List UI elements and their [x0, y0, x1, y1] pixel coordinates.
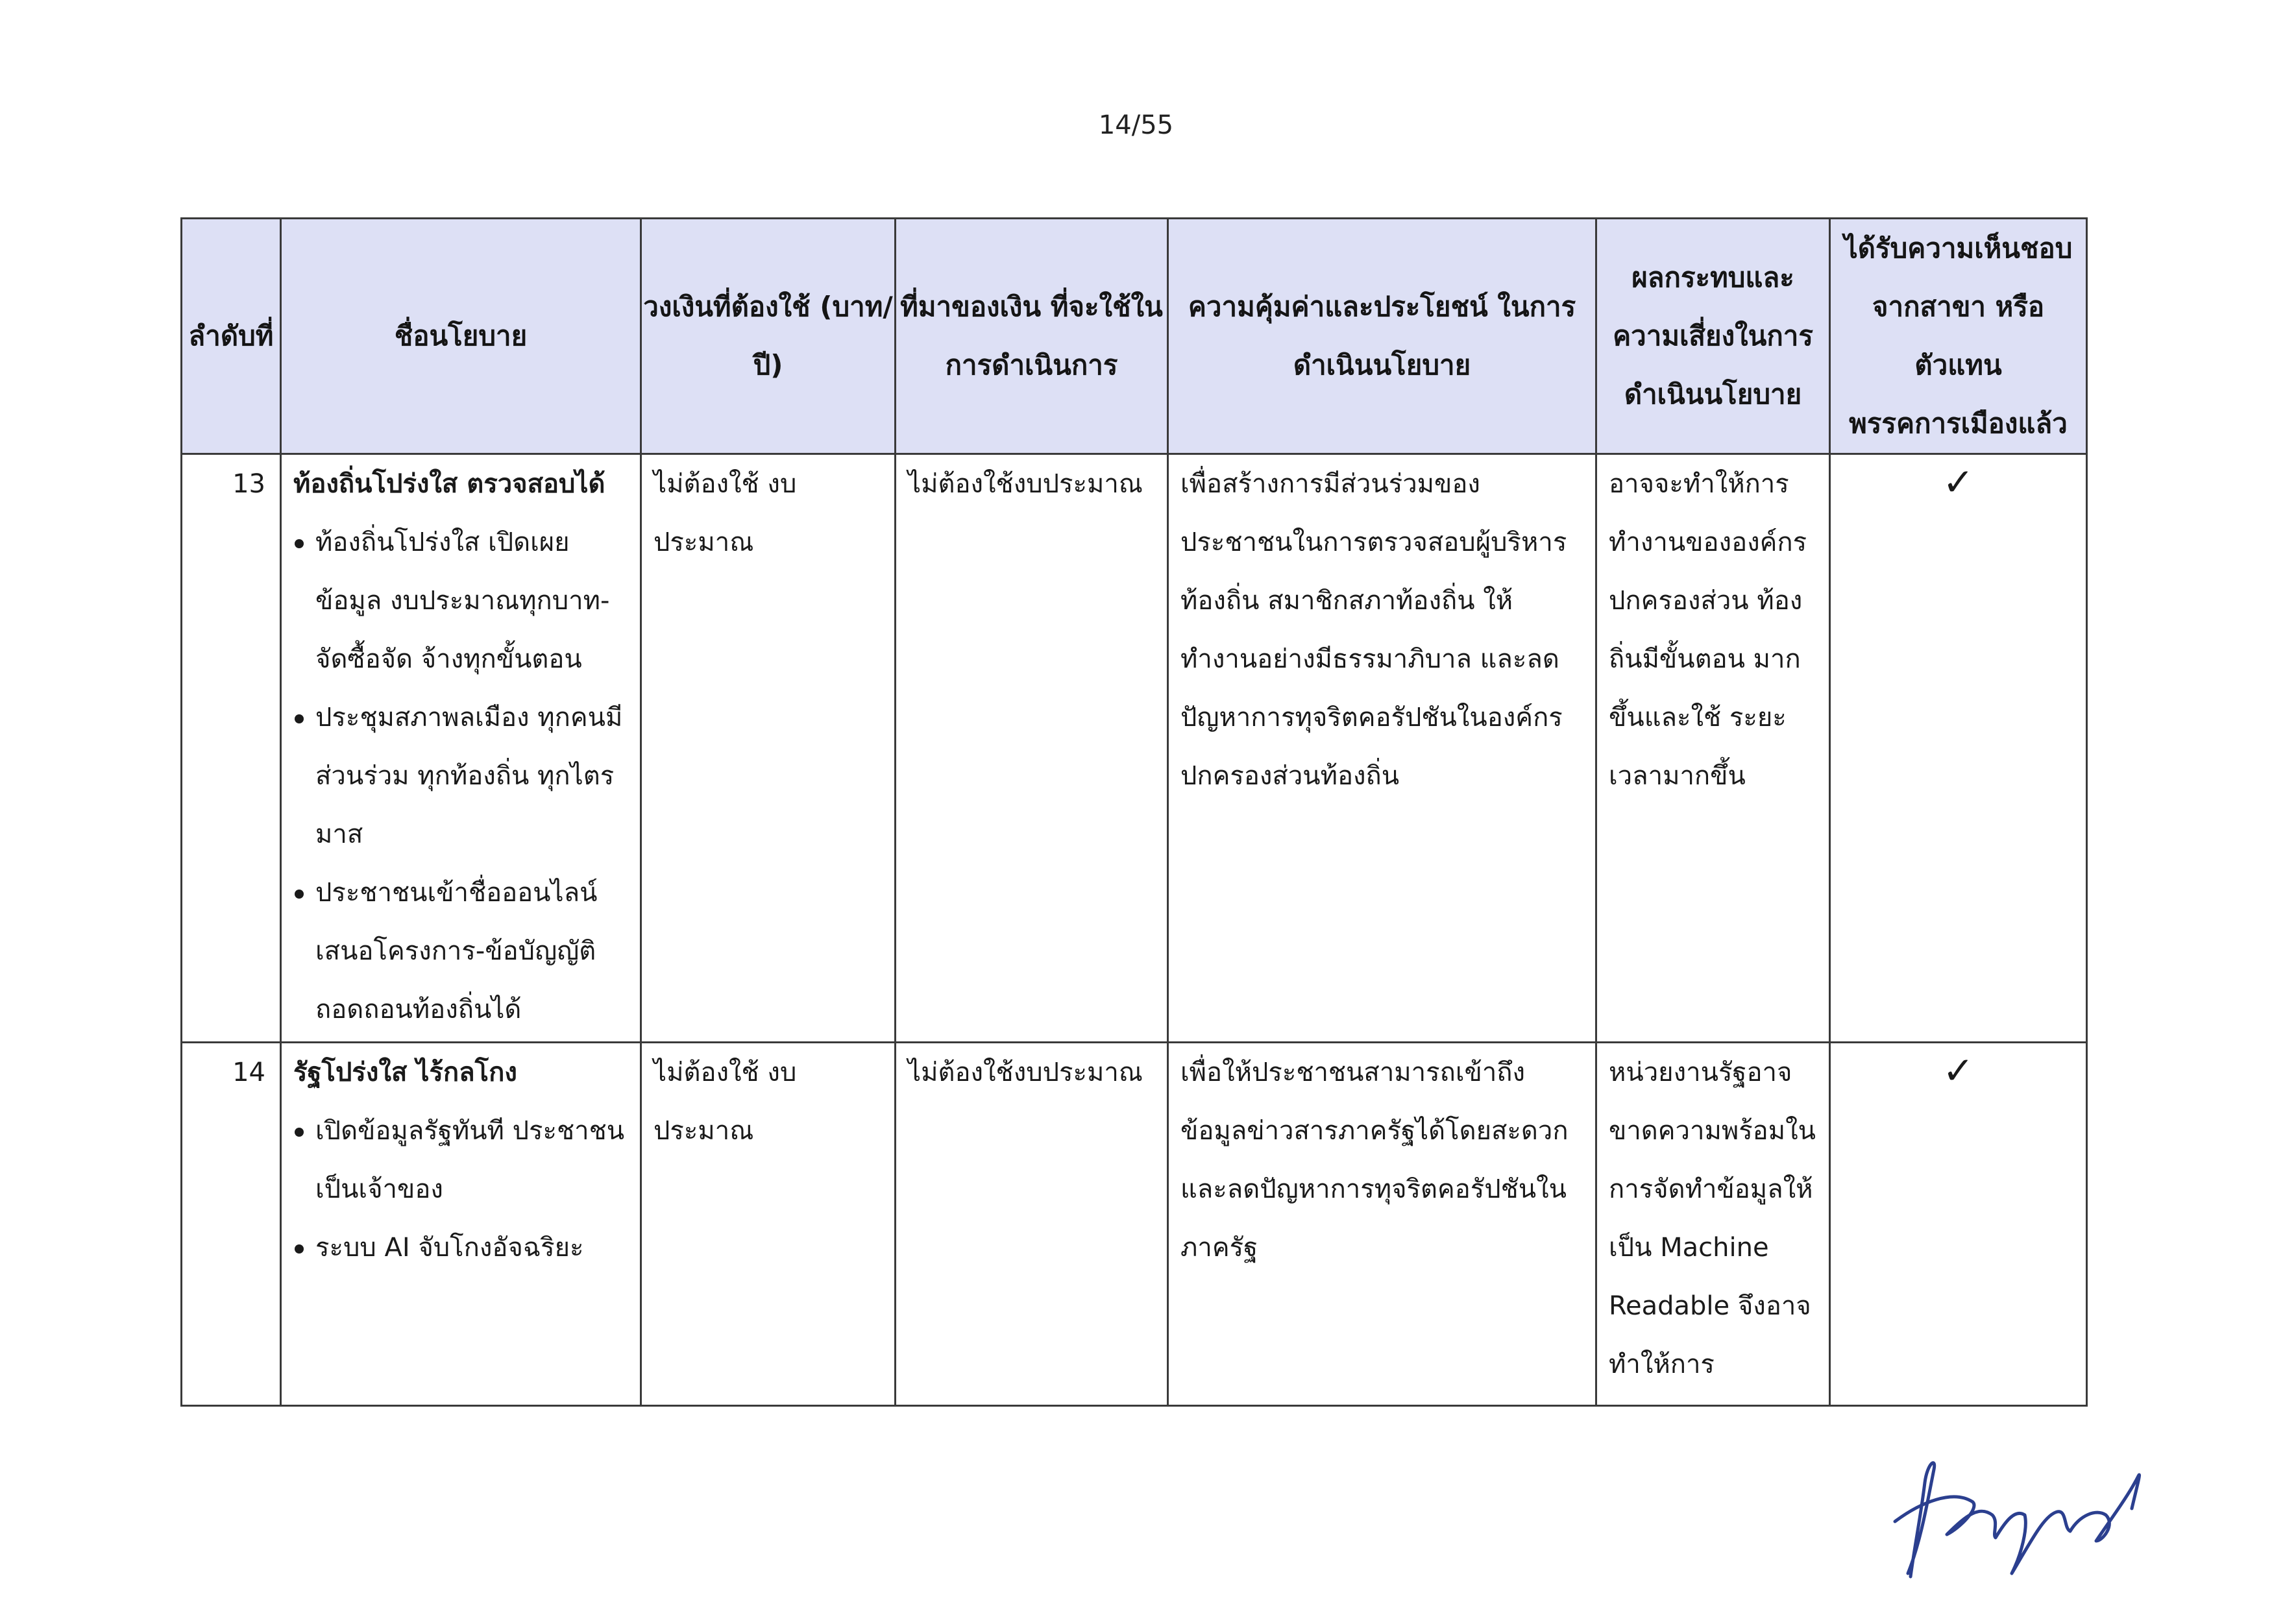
- page-number: 14/55: [1098, 110, 1174, 140]
- budget-cell: ไม่ต้องใช้ งบประมาณ: [641, 1043, 896, 1406]
- fund-source-cell: ไม่ต้องใช้งบประมาณ: [896, 454, 1168, 1043]
- approval-cell: [1830, 1043, 2087, 1406]
- check-icon: ✓: [1942, 1048, 1974, 1093]
- header-no: ลำดับที่: [182, 219, 281, 454]
- check-icon: ✓: [1942, 460, 1974, 504]
- header-benefit: ความคุ้มค่าและประโยชน์ ในการดำเนินนโยบาย: [1168, 219, 1596, 454]
- policy-name-cell: [281, 1043, 641, 1406]
- list-item: ท้องถิ่นโปร่งใส เปิดเผยข้อมูล งบประมาณทุกบาท-จัดซื้อจัด จ้างทุกขั้นตอน: [293, 513, 632, 688]
- table-row: [182, 454, 2087, 1043]
- fund-source-cell: ไม่ต้องใช้งบประมาณ: [896, 1043, 1168, 1406]
- list-item: ประชุมสภาพลเมือง ทุกคนมี ส่วนร่วม ทุกท้องถิ่น ทุกไตร มาส: [293, 688, 632, 864]
- policy-title: รัฐโปร่งใส ไร้กลโกง: [293, 1058, 517, 1087]
- row-number: 13: [182, 454, 281, 1043]
- benefit-cell: เพื่อให้ประชาชนสามารถเข้าถึง ข้อมูลข่าวสารภาครัฐได้โดยสะดวก และลดปัญหาการทุจริตคอรัปชันใน ภาครัฐ: [1168, 1043, 1596, 1406]
- list-item: ระบบ AI จับโกงอัจฉริยะ: [293, 1218, 632, 1277]
- header-risk: ผลกระทบและ ความเสี่ยงในการดำเนินนโยบาย: [1596, 219, 1830, 454]
- budget-cell: ไม่ต้องใช้ งบประมาณ: [641, 454, 896, 1043]
- policy-sub-items: [293, 513, 632, 1039]
- header-approval: ได้รับความเห็นชอบจากสาขา หรือตัวแทนพรรคการเมืองแล้ว: [1830, 219, 2087, 454]
- approval-cell: [1830, 454, 2087, 1043]
- policy-name-cell: [281, 454, 641, 1043]
- policy-table: [180, 217, 2088, 1407]
- header-row: [182, 219, 2087, 454]
- risk-cell: หน่วยงานรัฐอาจ ขาดความพร้อมใน การจัดทำข้อมูลให้ เป็น Machine Readable จึงอาจ ทำให้การ: [1596, 1043, 1830, 1406]
- header-budget: วงเงินที่ต้องใช้ (บาท/ปี): [641, 219, 896, 454]
- policy-sub-items: [293, 1102, 632, 1277]
- table-row: [182, 1043, 2087, 1406]
- benefit-cell: เพื่อสร้างการมีส่วนร่วมของ ประชาชนในการตรวจสอบผู้บริหาร ท้องถิ่น สมาชิกสภาท้องถิ่น ให้ ทำงานอย่างมีธรรมาภิบาล และลด ปัญหาการทุจริตคอรัปชันในองค์กร ปกครองส่วนท้องถิ่น: [1168, 454, 1596, 1043]
- list-item: ประชาชนเข้าชื่อออนไลน์ เสนอโครงการ-ข้อบัญญัติ ถอดถอนท้องถิ่นได้: [293, 864, 632, 1039]
- signature-icon: [1882, 1444, 2168, 1586]
- header-policy-name: ชื่อนโยบาย: [281, 219, 641, 454]
- row-number: 14: [182, 1043, 281, 1406]
- header-fund-source: ที่มาของเงิน ที่จะใช้ในการดำเนินการ: [896, 219, 1168, 454]
- risk-cell: อาจจะทำให้การ ทำงานขององค์กร ปกครองส่วน ท้องถิ่นมีขั้นตอน มากขึ้นและใช้ ระยะเวลามากขึ้น: [1596, 454, 1830, 1043]
- policy-title: ท้องถิ่นโปร่งใส ตรวจสอบได้: [293, 469, 605, 499]
- list-item: เปิดข้อมูลรัฐทันที ประชาชน เป็นเจ้าของ: [293, 1102, 632, 1218]
